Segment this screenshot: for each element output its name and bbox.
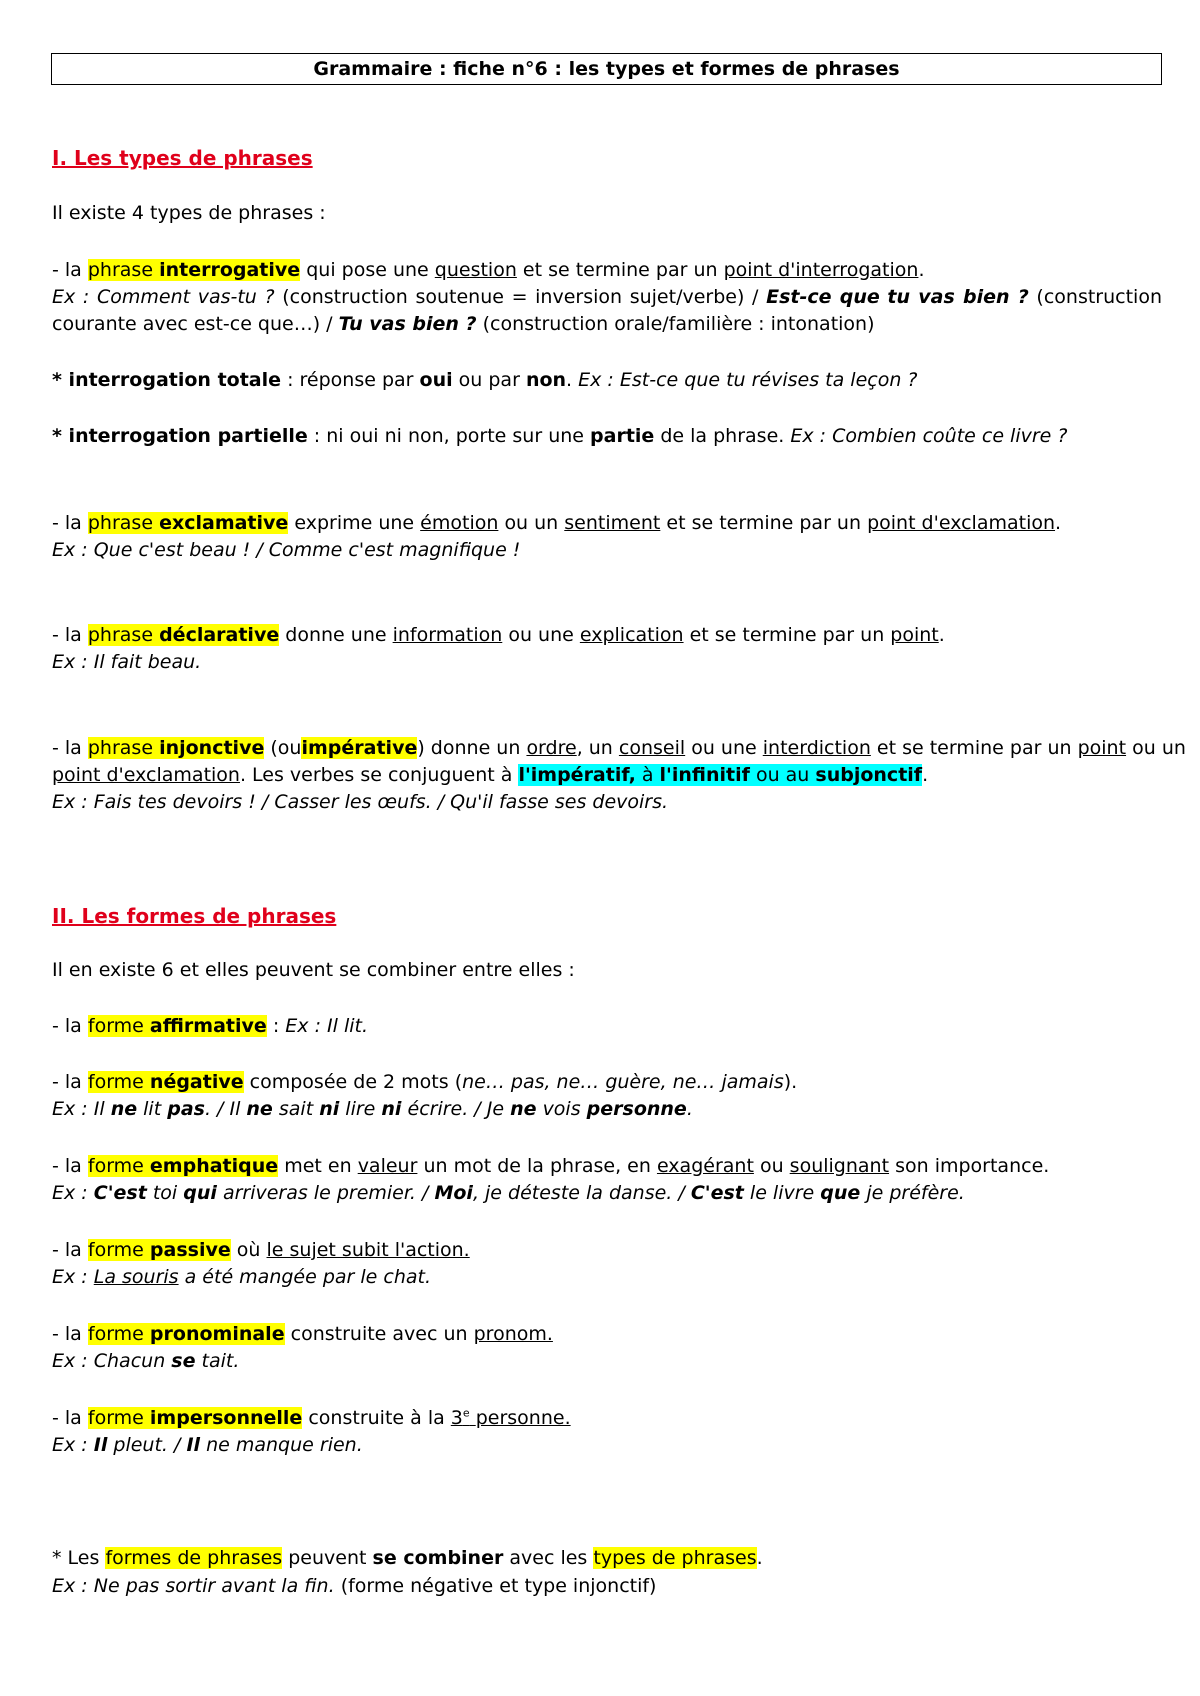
forme-pronominale: - la forme pronominale construite avec un pronom.	[52, 1323, 553, 1345]
forme-passive: - la forme passive où le sujet subit l'action.	[52, 1239, 470, 1261]
declarative-example: Ex : Il fait beau.	[52, 651, 202, 673]
combine-example: Ex : Ne pas sortir avant la fin. (forme négative et type injonctif)	[52, 1575, 657, 1597]
forme-impersonnelle-example: Ex : Il pleut. / Il ne manque rien.	[52, 1434, 363, 1456]
forme-emphatique-example: Ex : C'est toi qui arriveras le premier. / Moi, je déteste la danse. / C'est le livre que je préfère.	[52, 1182, 965, 1204]
injonctive-example: Ex : Fais tes devoirs ! / Casser les œufs. / Qu'il fasse ses devoirs.	[52, 791, 669, 813]
forme-affirmative: - la forme affirmative : Ex : Il lit.	[52, 1015, 368, 1037]
phrase-highlight: phrase déclarative	[87, 624, 280, 646]
combine-note: * Les formes de phrases peuvent se combiner avec les types de phrases.	[52, 1547, 763, 1569]
forme-negative-example: Ex : Il ne lit pas. / Il ne sait ni lire ni écrire. / Je ne vois personne.	[52, 1098, 693, 1120]
exclamative-example: Ex : Que c'est beau ! / Comme c'est magnifique !	[52, 539, 521, 561]
forme-negative: - la forme négative composée de 2 mots (ne… pas, ne… guère, ne… jamais).	[52, 1071, 798, 1093]
interrogation-totale: * interrogation totale : réponse par oui ou par non. Ex : Est-ce que tu révises ta leçon ?	[52, 369, 918, 391]
injonctive-definition-line1: - la phrase injonctive (ouimpérative) donne un ordre, un conseil ou une interdiction et se termine par un point ou un	[52, 737, 1186, 759]
interrogative-definition: - la phrase interrogative qui pose une question et se termine par un point d'interrogation.	[52, 259, 925, 281]
interrogation-partielle: * interrogation partielle : ni oui ni non, porte sur une partie de la phrase. Ex : Combien coûte ce livre ?	[52, 425, 1068, 447]
interrogative-examples-line1: Ex : Comment vas-tu ? (construction soutenue = inversion sujet/verbe) / Est-ce que tu vas bien ? (construction	[52, 286, 1162, 308]
phrase-highlight: phrase interrogative	[87, 259, 301, 281]
section-heading-types: I. Les types de phrases	[52, 146, 313, 170]
exclamative-definition: - la phrase exclamative exprime une émotion ou un sentiment et se termine par un point d'exclamation.	[52, 512, 1062, 534]
underlined-term: point d'interrogation	[723, 259, 919, 281]
forme-highlight: forme négative	[87, 1071, 244, 1093]
dash-la: - la	[52, 259, 82, 281]
forme-impersonnelle: - la forme impersonnelle construite à la 3e personne.	[52, 1406, 571, 1429]
phrase-highlight: phrase injonctive	[87, 737, 265, 759]
injonctive-definition-line2: point d'exclamation. Les verbes se conjuguent à l'impératif, à l'infinitif ou au subjonctif.	[52, 764, 929, 786]
section-heading-formes: II. Les formes de phrases	[52, 904, 337, 928]
page-title: Grammaire : fiche n°6 : les types et formes de phrases	[51, 53, 1162, 85]
underlined-term: question	[434, 259, 517, 281]
types-intro: Il existe 4 types de phrases :	[52, 202, 326, 224]
modes-highlight: l'impératif, à l'infinitif ou au subjonctif	[518, 764, 923, 786]
forme-highlight: forme impersonnelle	[87, 1407, 303, 1429]
forme-passive-example: Ex : La souris a été mangée par le chat.	[52, 1266, 432, 1288]
forme-highlight: forme emphatique	[87, 1155, 279, 1177]
forme-emphatique: - la forme emphatique met en valeur un mot de la phrase, en exagérant ou soulignant son importance.	[52, 1155, 1050, 1177]
forme-highlight: forme pronominale	[87, 1323, 285, 1345]
interrogative-examples-line2: courante avec est-ce que…) / Tu vas bien ? (construction orale/familière : intonation)	[52, 313, 875, 335]
formes-intro: Il en existe 6 et elles peuvent se combiner entre elles :	[52, 959, 575, 981]
phrase-highlight: phrase exclamative	[87, 512, 289, 534]
forme-highlight: forme passive	[87, 1239, 231, 1261]
forme-highlight: forme affirmative	[87, 1015, 267, 1037]
forme-pronominale-example: Ex : Chacun se tait.	[52, 1350, 240, 1372]
declarative-definition: - la phrase déclarative donne une information ou une explication et se termine par un point.	[52, 624, 945, 646]
